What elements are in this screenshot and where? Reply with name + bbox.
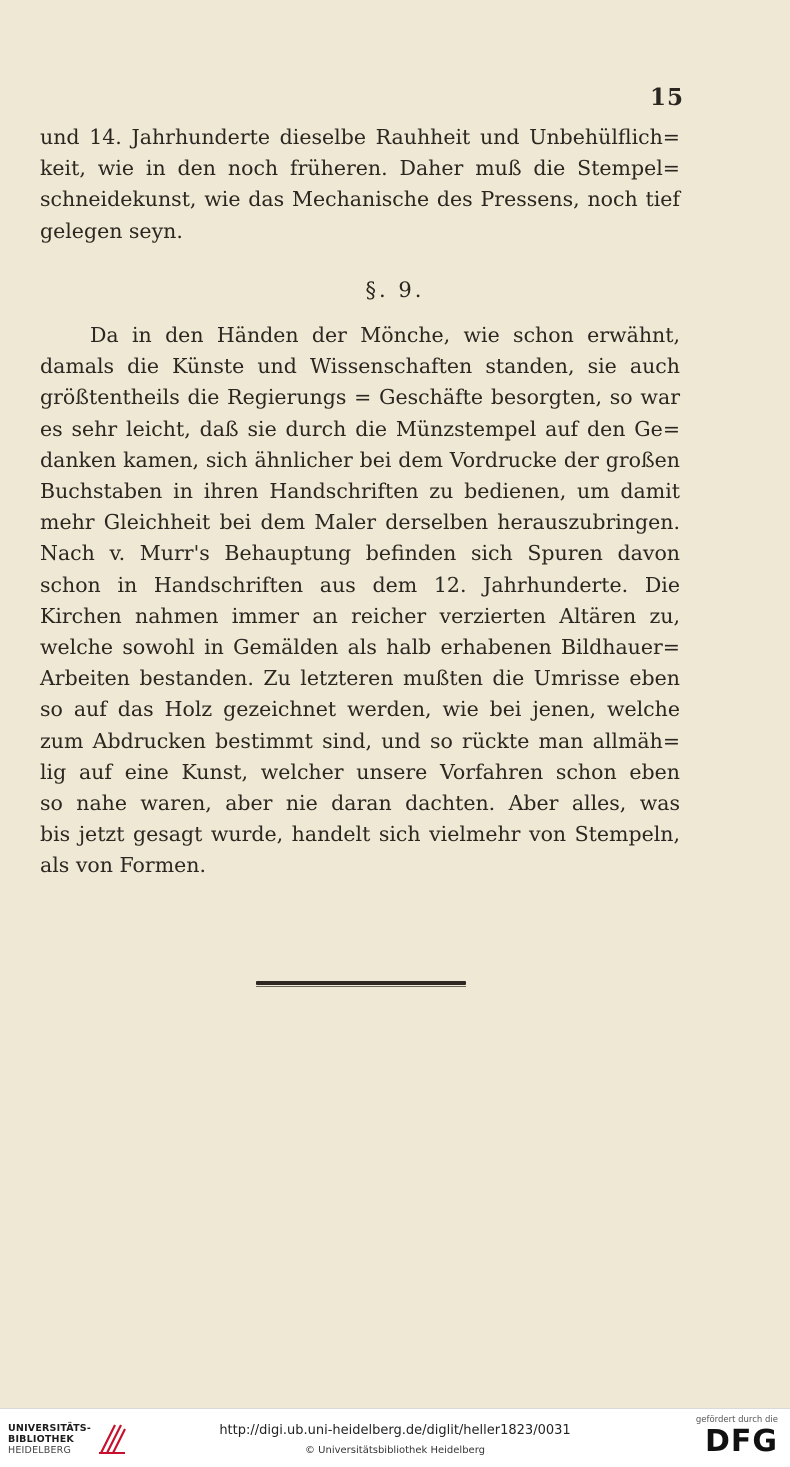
text-line: damals die Künste und Wissenschaften standen, sie auch [40, 354, 680, 379]
text-line: Kirchen nahmen immer an reicher verzierten Altären zu, [40, 603, 680, 628]
text-line: bis jetzt gesagt wurde, handelt sich vielmehr von Stempeln, [40, 822, 680, 847]
library-name-line: HEIDELBERG [8, 1444, 72, 1456]
viewer-footer [0, 1408, 790, 1467]
library-name-line: BIBLIOTHEK [8, 1433, 74, 1445]
text-line: Buchstaben in ihren Handschriften zu bedienen, um damit [40, 479, 680, 504]
text-line: Da in den Händen der Mönche, wie schon erwähnt, [90, 323, 680, 347]
permalink-url[interactable]: http://digi.ub.uni-heidelberg.de/diglit/heller1823/0031 [219, 1423, 571, 1438]
section-heading: §. 9. [365, 278, 425, 302]
page-number: 15 [649, 84, 684, 111]
text-line: so nahe waren, aber nie daran dachten. Aber alles, was [40, 791, 680, 816]
paragraph-top [40, 122, 680, 247]
text-line: größtentheils die Regierungs = Geschäfte besorgten, so war [40, 385, 680, 410]
text-line: schneidekunst, wie das Mechanische des Pressens, noch tief [40, 187, 680, 212]
text-line: und 14. Jahrhunderte dieselbe Rauhheit und Unbehülflich= [40, 125, 680, 149]
text-line: lig auf eine Kunst, welcher unsere Vorfahren schon eben [40, 759, 680, 784]
text-line: schon in Handschriften aus dem 12. Jahrhunderte. Die [40, 572, 680, 597]
library-name-line: UNIVERSITÄTS- [8, 1422, 91, 1434]
text-line: als von Formen. [40, 853, 206, 878]
funded-by-label: gefördert durch die [695, 1415, 778, 1425]
text-line: danken kamen, sich ähnlicher bei dem Vordrucke der großen [40, 447, 680, 472]
text-line: gelegen seyn. [40, 218, 183, 243]
text-line: so auf das Holz gezeichnet werden, wie bei jenen, welche [40, 697, 680, 722]
paragraph-main [40, 320, 680, 882]
text-line: welche sowohl in Gemälden als halb erhabenen Bildhauer= [40, 635, 680, 660]
dfg-logo-icon: DFG [704, 1424, 778, 1459]
text-line: mehr Gleichheit bei dem Maler derselben herauszubringen. [40, 510, 680, 535]
closing-rule [256, 981, 466, 985]
text-line: es sehr leicht, daß sie durch die Münzstempel auf den Ge= [40, 416, 680, 441]
copyright-notice: © Universitätsbibliothek Heidelberg [304, 1445, 485, 1456]
text-line: Arbeiten bestanden. Zu letzteren mußten die Umrisse eben [40, 666, 680, 691]
text-line: Nach v. Murr's Behauptung befinden sich Spuren davon [40, 541, 680, 566]
text-line: zum Abdrucken bestimmt sind, und so rückte man allmäh= [40, 728, 680, 753]
text-line: keit, wie in den noch früheren. Daher muß die Stempel= [40, 156, 680, 181]
funder-block[interactable] [696, 1415, 778, 1457]
